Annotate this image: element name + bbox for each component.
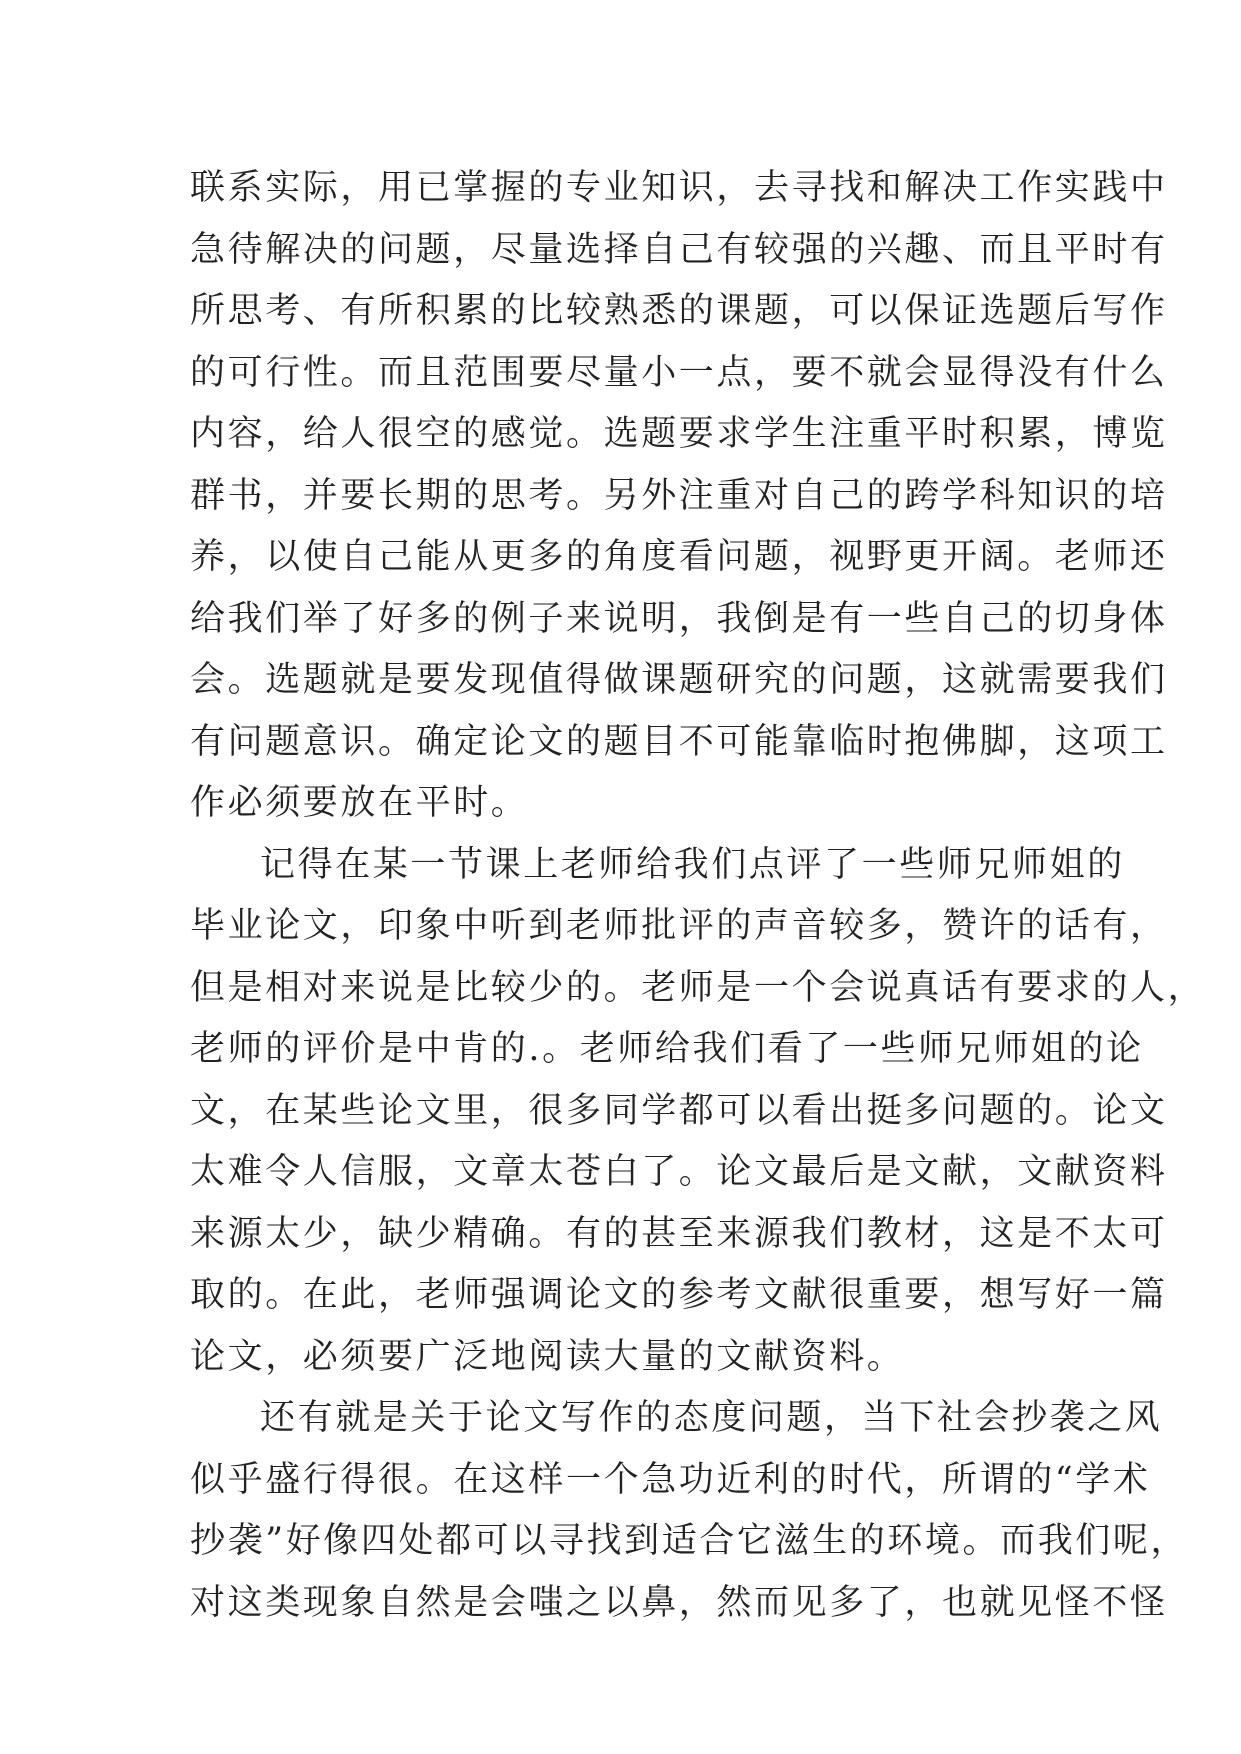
text-line: 抄袭”好像四处都可以寻找到适合它滋生的环境。而我们呢， (190, 1521, 1189, 1561)
text-line: 毕业论文，印象中听到老师批评的声音较多，赞许的话有， (190, 906, 1168, 946)
text-line: 但是相对来说是比较少的。老师是一个会说真话有要求的人， (190, 967, 1206, 1008)
text-line: 作必须要放在平时。 (190, 783, 529, 823)
text-line: 对这类现象自然是会嗤之以鼻，然而见多了，也就见怪不怪 (190, 1582, 1168, 1623)
text-line: 太难令人信服，文章太苍白了。论文最后是文献，文献资料 (190, 1152, 1168, 1192)
text-line: 给我们举了好多的例子来说明，我倒是有一些自己的切身体 (190, 598, 1168, 639)
text-line: 论文，必须要广泛地阅读大量的文献资料。 (190, 1336, 905, 1377)
text-line: 会。选题就是要发现值得做课题研究的问题，这就需要我们 (190, 660, 1168, 700)
text-line: 所思考、有所积累的比较熟悉的课题，可以保证选题后写作 (190, 291, 1168, 331)
text-line: 联系实际，用已掌握的专业知识，去寻找和解决工作实践中 (190, 168, 1168, 208)
text-line: 内容，给人很空的感觉。选题要求学生注重平时积累，博览 (190, 414, 1168, 454)
text-line: 来源太少，缺少精确。有的甚至来源我们教材，这是不太可 (190, 1213, 1168, 1254)
text-line: 文，在某些论文里，很多同学都可以看出挺多问题的。论文 (190, 1090, 1168, 1131)
paragraph-start-line: 还有就是关于论文写作的态度问题，当下社会抄袭之风 (260, 1398, 1163, 1438)
text-line: 取的。在此，老师强调论文的参考文献很重要，想写好一篇 (190, 1275, 1168, 1315)
text-line: 的可行性。而且范围要尽量小一点，要不就会显得没有什么 (190, 352, 1168, 393)
text-line: 群书，并要长期的思考。另外注重对自己的跨学科知识的培 (190, 475, 1168, 516)
text-line: 养，以使自己能从更多的角度看问题，视野更开阔。老师还 (190, 537, 1168, 577)
text-line: 似乎盛行得很。在这样一个急功近利的时代，所谓的“学术 (190, 1459, 1151, 1500)
paragraph-start-line: 记得在某一节课上老师给我们点评了一些师兄师姐的 (260, 844, 1125, 885)
body-text (190, 158, 1206, 1634)
text-line: 急待解决的问题，尽量选择自己有较强的兴趣、而且平时有 (190, 229, 1168, 270)
text-line: 老师的评价是中肯的.。老师给我们看了一些师兄师姐的论 (190, 1029, 1144, 1069)
text-line: 有问题意识。确定论文的题目不可能靠临时抱佛脚，这项工 (190, 721, 1168, 762)
